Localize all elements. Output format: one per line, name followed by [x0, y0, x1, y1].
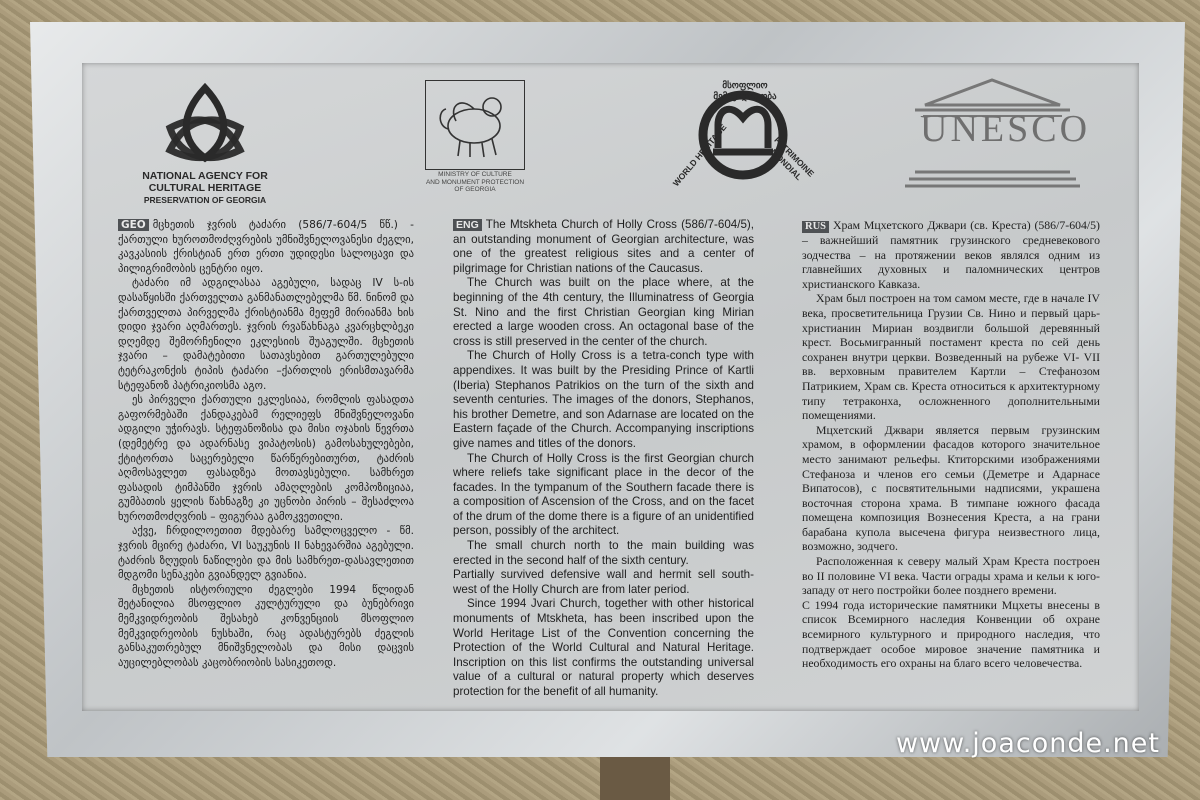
wh-left-text: WORLD HERITAGE: [670, 122, 729, 189]
agency-line1: NATIONAL AGENCY FOR: [142, 170, 268, 182]
winged-lion-icon: [426, 81, 523, 168]
georgian-text-column: [118, 218, 414, 670]
agency-caption: [120, 170, 290, 206]
rus-paragraph-2: Храм был построен на том самом месте, где в начале IV века, просветительница Грузии Св. Нино и первый царь-христианин Мириан воздвигли большой деревянный крест. Восьмигранный постамент креста по сей день сохранен внутри церкви. Возведенный на рубеже VI- VII вв. верховным правителем Картли – Стефанозом Патрикием, Храм св. Креста относиться к архитектурному типу тетраконха, осложненного дополнительными помещениями.: [802, 291, 1100, 423]
geo-paragraph-3: ეს პირველი ქართული ეკლესიაა, რომლის ფასადთა გაფორმებაში ქანდაკებამ რელიეფს მნიშვნელოვანი ადგილი უჭირავს. სტეფანოზისა და მისი ოჯახის წევრთა (დემეტრე და ადარნასე ვიპატოსის) გამოსახულებები, ქტიტორთა საცერებელი წარწერებითურთ, ტაძრის აღმოსავლეთ ფასადზეა მოთავსებული. სამხრეთ ფასადის ტიმპანში ჯვრის ამაღლების კომპოზიციაა, გუმბათის ყელის წახნაგზე კი უცნობი პირის – შესაძლოა ხუროთმოძღვრის – ფიგურაა გამოკვეთილი.: [118, 394, 414, 523]
eng-paragraph-2: The Church was built on the place where, at the beginning of the 4th century, the Illuminatress of Georgia St. Nino and the first Christian Georgian king Mirian erected a large wooden cross. An octagonal base of the cross is still preserved in the center of the church.: [453, 276, 754, 348]
rus-language-tag: RUS: [802, 221, 829, 233]
triquetra-logo-icon: [160, 80, 250, 170]
geo-paragraph-2: ტაძარი იმ ადგილასაა აგებული, სადაც IV ს-ის დასაწყისში ქართველთა განმანათლებელმა წმ. ნინომ და ქართველთა პირველმა ქრისტიანმა მეფემ მირიანმა ხის დიდი ჯვარი აღმართეს. ჯვრის რვაწახნაგა კვარცხლბეკი დღემდე შემორჩენილი ეკლესიის შუაგულში. მცხეთის ჯვარი – დამატებითი სათავსებით გართულებული ტეტრაკონქის ტიპის ტაძარი –ქართლის ერისმთავარმა სტეფანოზ პატრიკიოსმა აგო.: [118, 277, 414, 392]
rus-paragraph-4: Расположенная к северу малый Храм Креста построен во II половине VI века. Части ограды храма и кельи к юго-западу от него постройки более позднего времени.: [802, 554, 1100, 598]
geo-paragraph-1: მცხეთის ჯვრის ტაძარი (586/7-604/5 წწ.) - ქართული ხუროთმოძღვრების უმნიშვნელოვანესი ძეგლი, კავკასიის ქრისტიან ერთ ერთი უდიდესი სალოცავი და პილიგრიმობის ცენტრი იყო.: [118, 219, 414, 275]
english-text-column: [453, 218, 754, 700]
agency-line2: CULTURAL HERITAGE: [148, 182, 262, 194]
rus-paragraph-1: Храм Мцхетского Джвари (св. Креста) (586/7-604/5) – важнейший памятник грузинского средневекового зодчества – на протяжении веков являлся одним из главнейших духовных и паломнических центров христианского Кавказа.: [802, 218, 1100, 291]
ministry-line1: MINISTRY OF CULTURE: [438, 171, 512, 178]
eng-paragraph-7: Since 1994 Jvari Church, together with other historical monuments of Mtskheta, has been inscribed upon the World Heritage List of the Convention concerning the Protection of the World Cultural and Natural Heritage. Inscription on this list confirms the outstanding universal value of a cultural or natural property which deserves protection for the benefit of all humanity.: [453, 597, 754, 698]
ministry-line2: AND MONUMENT PROTECTION: [425, 178, 525, 186]
eng-paragraph-5: The small church north to the main building was erected in the second half of the sixth century.: [453, 539, 754, 567]
ministry-caption: [410, 171, 540, 194]
eng-paragraph-4: The Church of Holly Cross is the first Georgian church where reliefs take significant place in the decor of the facades. In the tympanum of the Southern facade there is a composition of Ascension of the Cross, and on the facet of the drum of the dome there is a figure of an unidentified person, possibly of the architect.: [453, 451, 754, 538]
ministry-line3: OF GEORGIA: [454, 186, 496, 193]
wh-right-text: PATRIMOINE MONDIAL: [768, 134, 817, 183]
ministry-logo-box: [425, 80, 525, 170]
eng-language-tag: ENG: [453, 219, 482, 231]
geo-paragraph-5: მცხეთის ისტორიული ძეგლები 1994 წლიდან შეტანილია მსოფლიო კულტურული და ბუნებრივი მემკვიდრეობის შესახებ კონვენციის მსოფლიო მემკვიდრეობის ნუსხაში, რაც ადასტურებს ძეგლის განსაკუთრებულ მნიშვნელობას და მისი დაცვის აუცილებლობას კაცობრიობის სასიკეთოდ.: [118, 583, 414, 669]
agency-line3: PRESERVATION OF GEORGIA: [143, 195, 267, 205]
watermark-text: www.joaconde.net: [895, 728, 1160, 759]
rus-paragraph-5: С 1994 года исторические памятники Мцхеты внесены в список Всемирного наследия Конвенции об охране всемирного культурного и природного наследия, что подтверждает особое мировое значение памятника и необходимость его охраны на благо всего человечества.: [802, 597, 1100, 671]
unesco-wordmark: UNESCO: [920, 108, 1091, 150]
eng-paragraph-1: The Mtskheta Church of Holly Cross (586/7-604/5), an outstanding monument of Georgian architecture, was one of the greatest religious sites and a center of pilgrimage for Christian nations of the Caucasus.: [453, 218, 754, 275]
eng-paragraph-6: Partially survived defensive wall and hermit sell south-west of the Holly Church are from later period.: [453, 568, 754, 596]
wh-top-text: მსოფლიო მემკვიდრეობა: [713, 80, 777, 101]
geo-paragraph-4: აქვე, ჩრდილოეთით მდებარე სამლოცველო - წმ. ჯვრის მცირე ტაძარი, VI საუკუნის II ნახევარშია აგებული. ტაძრის ზღუდის ნაწილები და მის სამხრეთ-დასავლეთით მდგომი სენაკები გვიანდელ გვიანია.: [118, 525, 414, 582]
eng-paragraph-3: The Church of Holly Cross is a tetra-conch type with appendixes. It was built by the Presiding Prince of Kartli (Iberia) Stephanos Patrikios on the turn of the sixth and seventh centuries. The images of the donors, Stephanos, his brother Demetre, and son Adarnase are located on the Eastern façade of the Church. Accompanying inscriptions give names and titles of the donors.: [453, 349, 754, 450]
russian-text-column: [802, 218, 1100, 671]
rus-paragraph-3: Мцхетский Джвари является первым грузинским храмом, в оформлении фасадов которого значительное место занимают рельефы. Ктиторскими изображениями Стефаноза и членов его семьи (Деметре и Адарнасе Випатосов), с посвятительными надписями, украшена восточная сторона храма. В тимпане южного фасада помещена композиция Вознесения Креста, а на грани барабана купола высечена фигура неизвестного лица, возможно, зодчего.: [802, 422, 1100, 554]
sign-post: [600, 750, 670, 800]
geo-language-tag: GEO: [118, 219, 149, 231]
